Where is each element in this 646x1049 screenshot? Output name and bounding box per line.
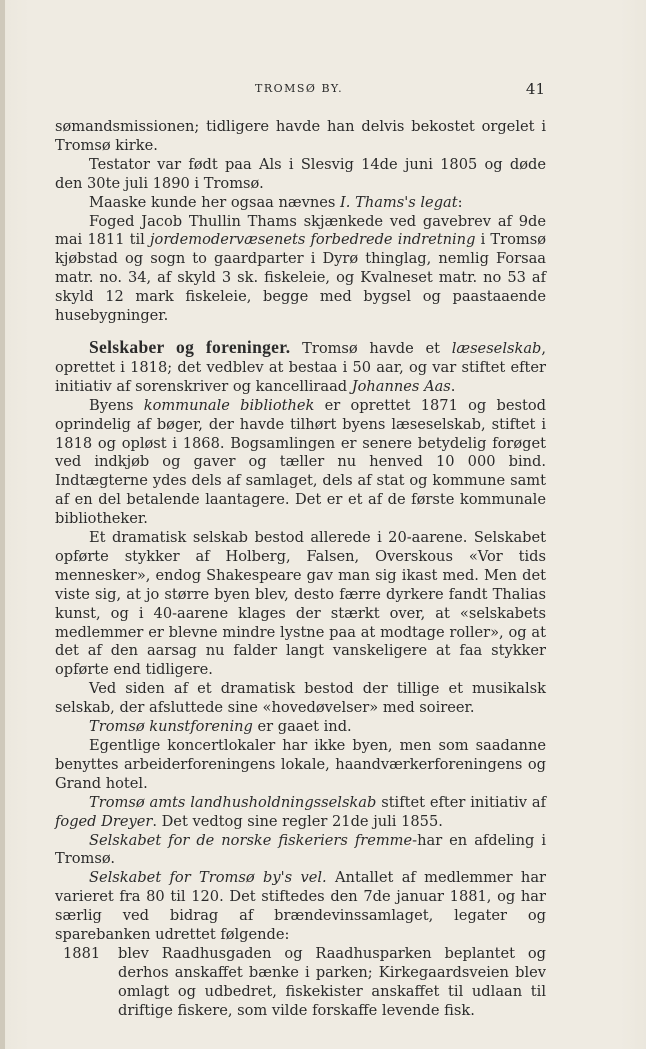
paragraph: Foged Jacob Thullin Thams skjænkede ved gavebrev af 9de mai 1811 til jordemodervæsenets forbedrede indretning i Tromsø kjøbstad og sogn to gaardparter i Dyrø thinglag, nemlig Forsaa matr. no. 34, af skyld 3 sk. fiskeleie, og Kvalneset matr. no 53 af skyld 12 mark fiskeleie, begge med bygsel og paastaaende husebygninger. [55,212,547,325]
paragraph: Tromsø amts landhusholdningsselskab stiftet efter initiativ af foged Dreyer. Det vedtog sine regler 21de juli 1855. [55,793,546,830]
italic-phrase: Johannes Aas [351,377,451,395]
italic-phrase: Selskabet for de norske fiskeriers fremme [89,831,413,849]
page-number: 41 [525,80,545,98]
paragraph: Testator var født paa Als i Slesvig 14de juni 1805 og døde den 30te juli 1890 i Tromsø. [55,155,546,192]
running-title: TROMSØ BY. [255,82,344,95]
italic-phrase: foged Dreyer [55,812,153,830]
paragraph: Tromsø kunstforening er gaaet ind. [89,718,352,736]
entry-year: 1881 [63,944,101,962]
entry-text: blev Raadhusgaden og Raadhusparken beplantet og derhos anskaffet bænke i parken; Kirkegaardsveien blev omlagt og udbedret, fiskekister anskaffet til udlaan til driftige fiskere, som vilde forskaffe levende fisk. [118,944,546,1019]
italic-phrase: kommunale bibliothek [143,396,315,414]
italic-phrase: I. Thams's legat [340,193,458,211]
section-heading: Selskaber og foreninger. [89,336,291,357]
paragraph: sømandsmissionen; tidligere havde han delvis bekostet orgelet i Tromsø kirke. [55,118,546,154]
italic-phrase: Tromsø amts landhusholdningsselskab [89,793,377,811]
section-paragraph: Selskaber og foreninger. Tromsø havde et læseselskab, oprettet i 1818; det vedblev at bestaa i 50 aar, og var stiftet efter initiativ af sorenskriver og kancelliraad Johannes Aas. [55,336,547,395]
italic-phrase: læseselskab [451,339,542,357]
page-header [55,78,545,100]
paragraph: Byens kommunale bibliothek er oprettet 1871 og bestod oprindelig af bøger, der havde tilhørt byens læseselskab, stiftet i 1818 og opløst i 1868. Bogsamlingen er senere betydelig forøget ved indkjøb og gaver og tæller nu henved 10 000 bind. Indtægterne ydes dels af samlaget, dels af stat og kommune samt af en del betalende laantagere. Det er et af de første kommunale bibliotheker. [55,396,546,528]
page-gutter [0,0,5,1049]
paragraph: Et dramatisk selskab bestod allerede i 20-aarene. Selskabet opførte stykker af Holberg, Falsen, Overskous «Vor tids mennesker», endog Shakespeare gav man sig ikast med. Men det viste sig, at jo større byen blev, desto færre dyrkere fandt Thalias kunst, og i 40-aarene klages der stærkt over, at «selskabets medlemmer er blevne mindre lystne paa at modtage roller», og at det af den aarsag nu falder langt vanskeligere at faa stykker opførte end tidligere. [55,529,546,679]
dated-entry [55,945,546,1021]
paragraph: Egentlige koncertlokaler har ikke byen, men som saadanne benyttes arbeiderforeningens lokale, haandværkerforeningens og Grand hotel. [55,737,546,792]
italic-phrase: Selskabet for Tromsø by's vel. [89,869,327,887]
paragraph: Selskabet for Tromsø by's vel. Antallet af medlemmer har varieret fra 80 til 120. Det stiftedes den 7de januar 1881, og har særlig ved bidrag af brændevinssamlaget, legater og sparebanken udrettet følgende: [55,869,546,944]
body-text [55,118,546,1021]
italic-phrase: Tromsø kunstforening [89,718,253,736]
italic-phrase: jordemodervæsenets forbedrede indretning [150,231,476,249]
paragraph: Maaske kunde her ogsaa nævnes I. Thams's legat: [89,193,463,211]
paragraph: Selskabet for de norske fiskeriers fremme-har en afdeling i Tromsø. [55,831,546,868]
paragraph: Ved siden af et dramatisk bestod der tillige et musikalsk selskab, der afsluttede sine «hovedøvelser» med soireer. [55,680,546,717]
